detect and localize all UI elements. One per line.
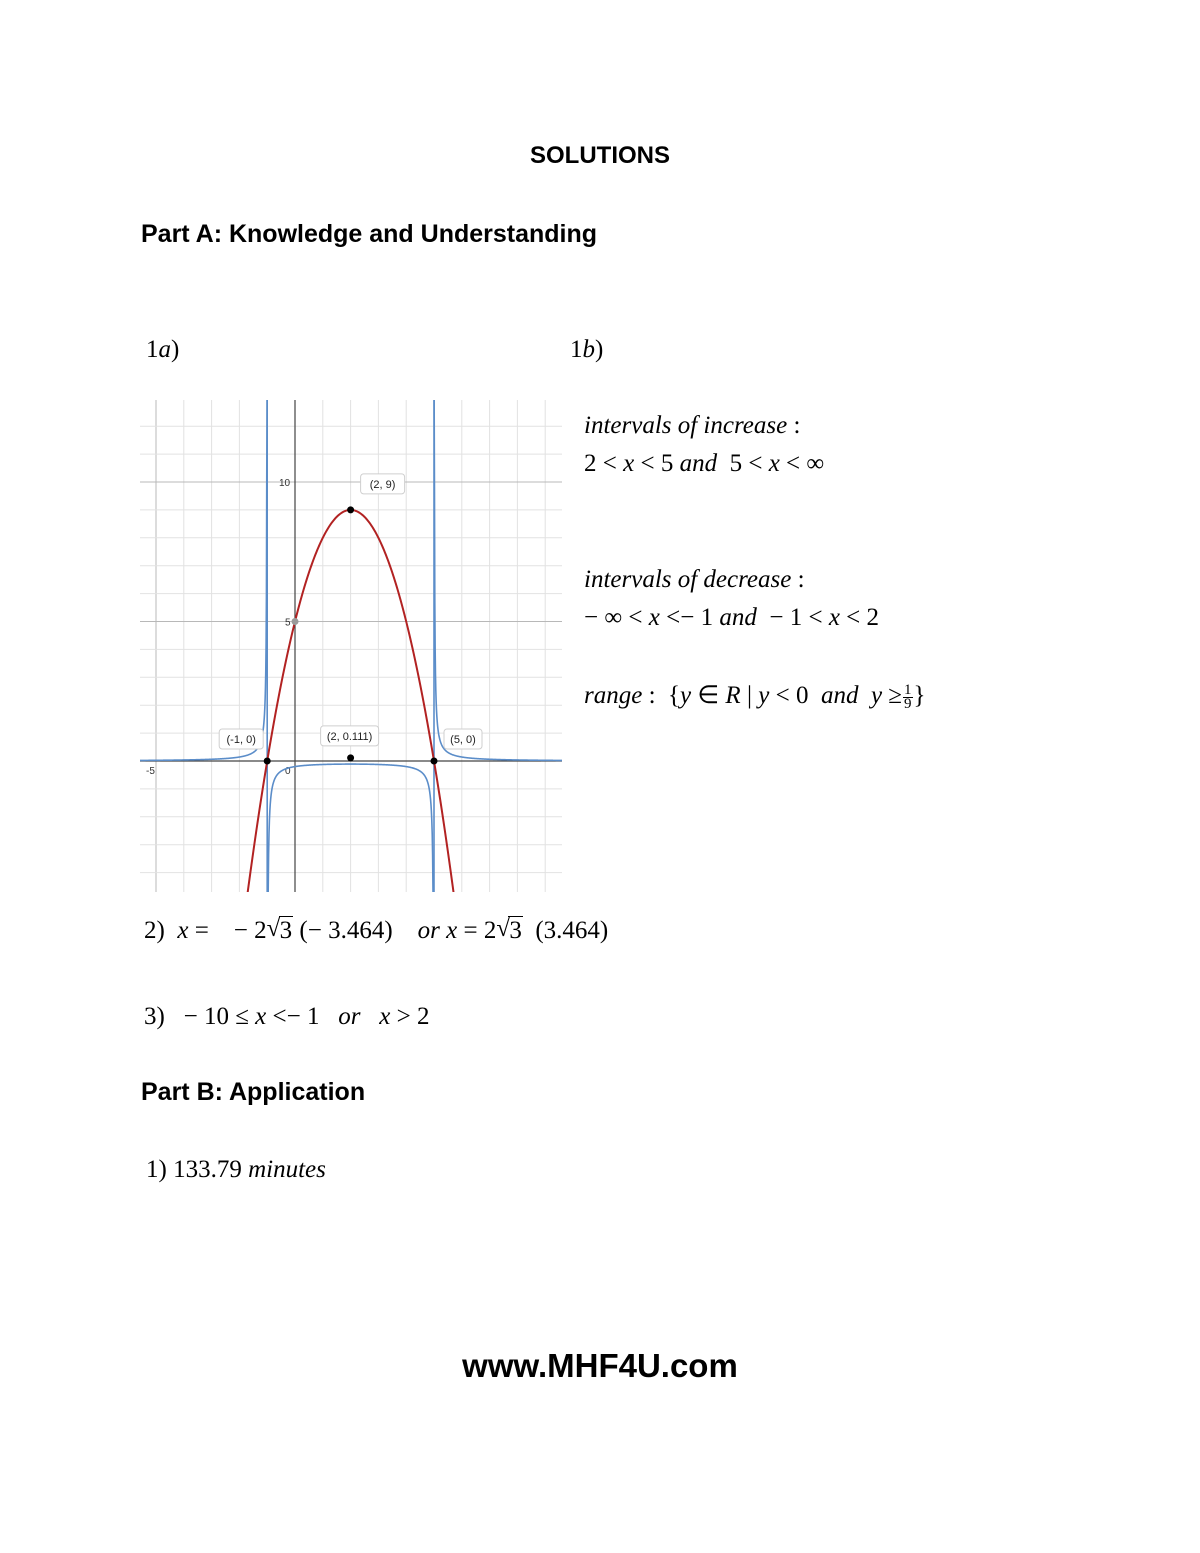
increase-intervals: 2 < x < 5 and 5 < x < ∞: [584, 450, 825, 477]
range-answer: range : {y ∈ R | y < 0 and y ≥ $\frac{1}{9}$ }: [584, 681, 926, 712]
q1a-num: 1: [146, 336, 159, 363]
question-1a-label: 1a): [146, 336, 180, 363]
labeled-point: [264, 758, 271, 765]
question-1b-label: 1b): [570, 336, 604, 363]
point-label: [219, 729, 263, 749]
increase-label: intervals of increase :: [584, 412, 801, 439]
point-label-text: (2, 9): [369, 478, 396, 491]
tick-label-y-10: 10: [279, 478, 291, 489]
point-label-text: (5, 0): [450, 734, 476, 746]
decrease-intervals: − ∞ < x <− 1 and − 1 < x < 2: [584, 604, 880, 631]
range-fraction: $\frac{1}{9}$: [904, 681, 912, 712]
y-intercept-point: [292, 618, 299, 625]
part-b-heading: Part B: Application: [141, 1078, 366, 1106]
page-title: SOLUTIONS: [529, 142, 670, 169]
sqrt-symbol-2: √ 3: [496, 915, 522, 944]
labeled-point: [431, 758, 438, 765]
point-label: [361, 474, 405, 494]
point-label: [444, 729, 482, 749]
tick-label-x-neg5: -5: [146, 766, 155, 777]
labeled-point: [347, 754, 354, 761]
decrease-label: intervals of decrease :: [584, 566, 805, 593]
point-label-text: (-1, 0): [226, 734, 256, 746]
question-3-answer: 3) − 10 ≤ x <− 1 or x > 2: [144, 1003, 430, 1030]
sqrt-symbol: √ 3: [266, 915, 293, 944]
tick-label-y-5: 5: [285, 617, 291, 629]
footer-url: www.MHF4U.com: [462, 1347, 738, 1384]
labeled-point: [347, 506, 354, 513]
point-label-text: (2, 0.111): [326, 730, 373, 743]
question-2-answer: 2) x = − 2 √ 3 (− 3.464) or x = 2 √ 3 (3.464): [144, 915, 609, 944]
point-label: [321, 726, 379, 746]
q1b-num: 1: [570, 336, 583, 363]
graph-grid: [140, 400, 562, 892]
q1b-var: b: [582, 336, 595, 363]
q1a-var: a: [158, 336, 171, 363]
function-graph: [140, 400, 562, 892]
part-b-question-1-answer: 1) 133.79 minutes: [146, 1156, 326, 1183]
part-a-heading: Part A: Knowledge and Understanding: [141, 220, 598, 248]
tick-label-origin: 0: [285, 766, 291, 777]
